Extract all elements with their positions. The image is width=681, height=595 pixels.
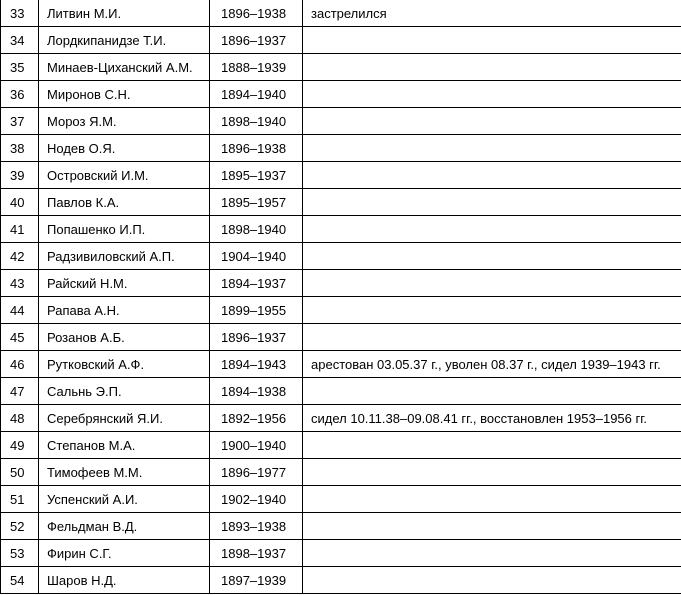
life-years-cell: 1895–1937 [210, 162, 303, 189]
life-years-cell: 1900–1940 [210, 432, 303, 459]
table-row [1, 54, 681, 81]
life-years-cell: 1897–1939 [210, 567, 303, 594]
row-number-cell: 42 [1, 243, 39, 270]
table-row [1, 540, 681, 567]
note-cell [303, 81, 681, 108]
note-cell [303, 270, 681, 297]
table-row [1, 243, 681, 270]
table-row [1, 351, 681, 378]
life-years-cell: 1893–1938 [210, 513, 303, 540]
table-row [1, 486, 681, 513]
row-number-cell: 50 [1, 459, 39, 486]
life-years-cell: 1898–1937 [210, 540, 303, 567]
table-row [1, 459, 681, 486]
note-cell [303, 108, 681, 135]
life-years-cell: 1888–1939 [210, 54, 303, 81]
note-cell [303, 243, 681, 270]
table-row [1, 81, 681, 108]
person-name-cell: Лордкипанидзе Т.И. [39, 27, 210, 54]
row-number-cell: 54 [1, 567, 39, 594]
note-cell [303, 459, 681, 486]
row-number-cell: 43 [1, 270, 39, 297]
life-years-cell: 1896–1937 [210, 324, 303, 351]
row-number-cell: 53 [1, 540, 39, 567]
row-number-cell: 33 [1, 0, 39, 27]
table-row [1, 513, 681, 540]
person-name-cell: Нодев О.Я. [39, 135, 210, 162]
row-number-cell: 49 [1, 432, 39, 459]
person-name-cell: Рутковский А.Ф. [39, 351, 210, 378]
table-row [1, 108, 681, 135]
note-cell [303, 216, 681, 243]
life-years-cell: 1898–1940 [210, 216, 303, 243]
table-row [1, 135, 681, 162]
table-row [1, 270, 681, 297]
life-years-cell: 1896–1977 [210, 459, 303, 486]
table-row [1, 324, 681, 351]
table-row [1, 405, 681, 432]
note-cell [303, 297, 681, 324]
person-name-cell: Розанов А.Б. [39, 324, 210, 351]
life-years-cell: 1894–1943 [210, 351, 303, 378]
table-row [1, 162, 681, 189]
note-cell: застрелился [303, 0, 681, 27]
life-years-cell: 1899–1955 [210, 297, 303, 324]
life-years-cell: 1894–1938 [210, 378, 303, 405]
life-years-cell: 1902–1940 [210, 486, 303, 513]
note-cell [303, 27, 681, 54]
note-cell [303, 513, 681, 540]
row-number-cell: 52 [1, 513, 39, 540]
life-years-cell: 1904–1940 [210, 243, 303, 270]
table-body [1, 0, 681, 594]
row-number-cell: 47 [1, 378, 39, 405]
person-name-cell: Рапава А.Н. [39, 297, 210, 324]
table-row [1, 378, 681, 405]
life-years-cell: 1896–1937 [210, 27, 303, 54]
person-name-cell: Сальнь Э.П. [39, 378, 210, 405]
row-number-cell: 36 [1, 81, 39, 108]
life-years-cell: 1898–1940 [210, 108, 303, 135]
row-number-cell: 48 [1, 405, 39, 432]
row-number-cell: 38 [1, 135, 39, 162]
person-name-cell: Островский И.М. [39, 162, 210, 189]
person-name-cell: Радзивиловский А.П. [39, 243, 210, 270]
table-row [1, 297, 681, 324]
person-name-cell: Шаров Н.Д. [39, 567, 210, 594]
row-number-cell: 37 [1, 108, 39, 135]
person-name-cell: Миронов С.Н. [39, 81, 210, 108]
note-cell: сидел 10.11.38–09.08.41 гг., восстановлен 1953–1956 гг. [303, 405, 681, 432]
row-number-cell: 40 [1, 189, 39, 216]
note-cell [303, 189, 681, 216]
table-row [1, 216, 681, 243]
note-cell [303, 54, 681, 81]
person-name-cell: Попашенко И.П. [39, 216, 210, 243]
row-number-cell: 45 [1, 324, 39, 351]
row-number-cell: 46 [1, 351, 39, 378]
table-row [1, 27, 681, 54]
life-years-cell: 1894–1937 [210, 270, 303, 297]
row-number-cell: 35 [1, 54, 39, 81]
person-name-cell: Мороз Я.М. [39, 108, 210, 135]
person-name-cell: Минаев-Циханский А.М. [39, 54, 210, 81]
row-number-cell: 41 [1, 216, 39, 243]
note-cell [303, 135, 681, 162]
person-name-cell: Тимофеев М.М. [39, 459, 210, 486]
person-name-cell: Серебрянский Я.И. [39, 405, 210, 432]
person-name-cell: Райский Н.М. [39, 270, 210, 297]
life-years-cell: 1896–1938 [210, 135, 303, 162]
note-cell [303, 486, 681, 513]
person-name-cell: Фельдман В.Д. [39, 513, 210, 540]
note-cell [303, 378, 681, 405]
person-name-cell: Литвин М.И. [39, 0, 210, 27]
row-number-cell: 44 [1, 297, 39, 324]
note-cell [303, 540, 681, 567]
person-name-cell: Успенский А.И. [39, 486, 210, 513]
table-row [1, 432, 681, 459]
table-row [1, 189, 681, 216]
note-cell [303, 567, 681, 594]
person-name-cell: Павлов К.А. [39, 189, 210, 216]
life-years-cell: 1892–1956 [210, 405, 303, 432]
note-cell [303, 162, 681, 189]
table-row [1, 567, 681, 594]
person-name-cell: Степанов М.А. [39, 432, 210, 459]
table-row [1, 0, 681, 27]
row-number-cell: 51 [1, 486, 39, 513]
note-cell [303, 432, 681, 459]
life-years-cell: 1894–1940 [210, 81, 303, 108]
row-number-cell: 34 [1, 27, 39, 54]
life-years-cell: 1896–1938 [210, 0, 303, 27]
life-years-cell: 1895–1957 [210, 189, 303, 216]
note-cell [303, 324, 681, 351]
note-cell: арестован 03.05.37 г., уволен 08.37 г., сидел 1939–1943 гг. [303, 351, 681, 378]
row-number-cell: 39 [1, 162, 39, 189]
person-name-cell: Фирин С.Г. [39, 540, 210, 567]
